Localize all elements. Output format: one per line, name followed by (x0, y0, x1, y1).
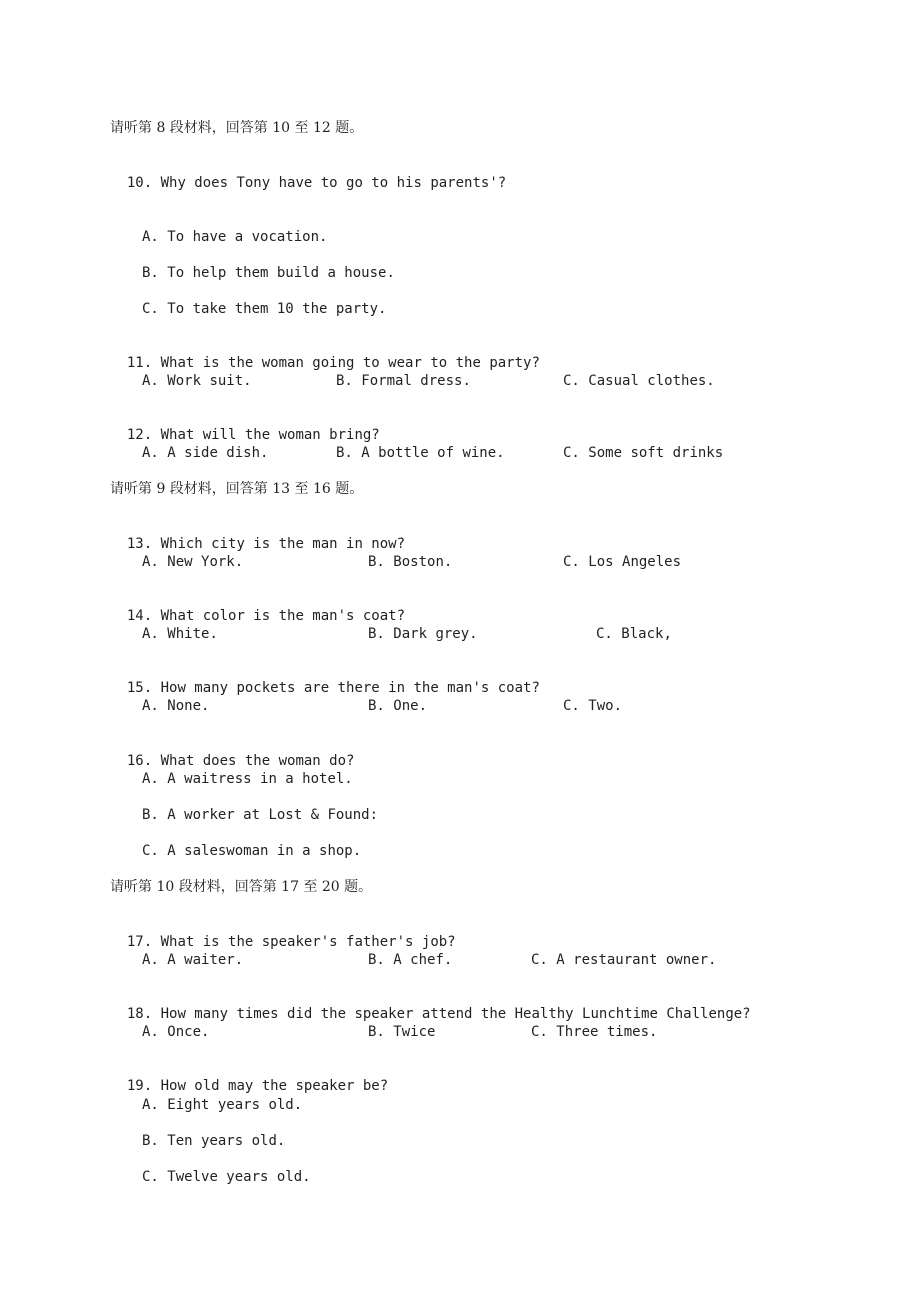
option-16-a (142, 770, 353, 788)
option-text: Twice (393, 1024, 436, 1040)
question-number: 10. (126, 175, 153, 191)
option-letter: C. (142, 301, 159, 317)
option-15-c (563, 697, 622, 715)
question-11 (110, 336, 540, 372)
option-text: A worker at Lost & Found: (167, 807, 379, 823)
option-text: One. (393, 698, 428, 714)
question-text: How many times did the speaker attend the Healthy Lunchtime Challenge? (160, 1006, 751, 1022)
option-17-c (531, 951, 716, 969)
section-heading: 请听第 8 段材料，回答第 10 至 12 题。 (110, 120, 364, 136)
option-18-c (531, 1023, 657, 1041)
option-text: Eight years old. (167, 1097, 303, 1113)
option-letter: A. (142, 445, 159, 461)
option-letter: A. (142, 1024, 159, 1040)
option-letter: C. (596, 626, 613, 642)
question-16 (110, 734, 354, 770)
option-letter: A. (142, 952, 159, 968)
option-letter: C. (563, 373, 580, 389)
option-15-a (142, 697, 209, 715)
option-text: To have a vocation. (167, 229, 328, 245)
option-text: Three times. (556, 1024, 658, 1040)
option-15-b (368, 697, 427, 715)
option-text: A side dish. (167, 445, 269, 461)
option-14-c (596, 625, 672, 643)
option-letter: C. (563, 698, 580, 714)
question-18 (110, 987, 751, 1023)
option-16-b (142, 806, 378, 824)
option-letter: A. (142, 229, 159, 245)
question-13 (110, 517, 405, 553)
option-12-c (563, 444, 723, 462)
option-14-a (142, 625, 218, 643)
option-text: Ten years old. (167, 1133, 286, 1149)
question-number: 12. (126, 427, 153, 443)
option-text: Dark grey. (393, 626, 478, 642)
option-letter: B. (142, 807, 159, 823)
option-letter: A. (142, 554, 159, 570)
option-11-b (336, 372, 471, 390)
option-text: A waiter. (167, 952, 244, 968)
option-text: Work suit. (167, 373, 252, 389)
option-letter: A. (142, 373, 159, 389)
option-text: To take them 10 the party. (167, 301, 387, 317)
option-10-a (142, 228, 327, 246)
option-text: New York. (167, 554, 244, 570)
option-letter: B. (336, 445, 353, 461)
option-text: A restaurant owner. (556, 952, 717, 968)
option-10-c (142, 300, 386, 318)
option-letter: B. (142, 1133, 159, 1149)
question-number: 18. (126, 1006, 153, 1022)
option-11-a (142, 372, 252, 390)
option-12-b (336, 444, 505, 462)
option-letter: C. (142, 1169, 159, 1185)
option-text: Two. (588, 698, 623, 714)
option-letter: A. (142, 626, 159, 642)
option-text: None. (167, 698, 210, 714)
option-17-b (368, 951, 452, 969)
option-text: A saleswoman in a shop. (167, 843, 362, 859)
option-18-b (368, 1023, 435, 1041)
option-text: Los Angeles (588, 554, 682, 570)
option-text: Some soft drinks (588, 445, 724, 461)
option-letter: B. (368, 698, 385, 714)
option-letter: B. (368, 1024, 385, 1040)
section-heading: 请听第 10 段材料，回答第 17 至 20 题。 (110, 879, 373, 895)
question-number: 11. (126, 355, 153, 371)
question-17 (110, 915, 456, 951)
option-text: Black, (621, 626, 672, 642)
option-text: A chef. (393, 952, 453, 968)
option-letter: C. (563, 554, 580, 570)
option-letter: A. (142, 698, 159, 714)
option-letter: C. (142, 843, 159, 859)
question-text: What does the woman do? (160, 753, 355, 769)
option-12-a (142, 444, 268, 462)
question-text: What color is the man's coat? (160, 608, 406, 624)
question-number: 14. (126, 608, 153, 624)
option-letter: A. (142, 1097, 159, 1113)
option-text: Formal dress. (361, 373, 471, 389)
question-14 (110, 589, 405, 625)
option-text: White. (167, 626, 218, 642)
option-13-c (563, 553, 681, 571)
option-text: A bottle of wine. (361, 445, 505, 461)
option-text: To help them build a house. (167, 265, 395, 281)
question-number: 16. (126, 753, 153, 769)
option-letter: B. (368, 626, 385, 642)
option-13-a (142, 553, 243, 571)
option-19-a (142, 1096, 302, 1114)
option-letter: B. (142, 265, 159, 281)
option-text: Casual clothes. (588, 373, 715, 389)
option-text: A waitress in a hotel. (167, 771, 353, 787)
option-letter: A. (142, 771, 159, 787)
option-letter: C. (531, 952, 548, 968)
option-19-c (142, 1168, 311, 1186)
option-text: Once. (167, 1024, 210, 1040)
question-text: What will the woman bring? (160, 427, 380, 443)
question-text: Why does Tony have to go to his parents'? (160, 175, 507, 191)
section-heading: 请听第 9 段材料，回答第 13 至 16 题。 (110, 481, 364, 497)
question-text: What is the speaker's father's job? (160, 934, 456, 950)
option-19-b (142, 1132, 285, 1150)
option-17-a (142, 951, 243, 969)
option-text: Boston. (393, 554, 453, 570)
option-11-c (563, 372, 715, 390)
question-text: What is the woman going to wear to the party? (160, 355, 540, 371)
option-16-c (142, 842, 361, 860)
question-text: Which city is the man in now? (160, 536, 406, 552)
option-letter: C. (531, 1024, 548, 1040)
option-letter: B. (368, 554, 385, 570)
question-number: 19. (126, 1078, 153, 1094)
option-letter: B. (368, 952, 385, 968)
option-10-b (142, 264, 395, 282)
option-14-b (368, 625, 478, 643)
question-number: 15. (126, 680, 153, 696)
question-number: 13. (126, 536, 153, 552)
question-15 (110, 661, 540, 697)
option-text: Twelve years old. (167, 1169, 311, 1185)
option-18-a (142, 1023, 209, 1041)
option-13-b (368, 553, 452, 571)
question-10 (110, 156, 506, 192)
option-letter: C. (563, 445, 580, 461)
question-19 (110, 1059, 388, 1095)
question-text: How many pockets are there in the man's coat? (160, 680, 540, 696)
question-text: How old may the speaker be? (160, 1078, 389, 1094)
option-letter: B. (336, 373, 353, 389)
question-number: 17. (126, 934, 153, 950)
question-12 (110, 408, 380, 444)
